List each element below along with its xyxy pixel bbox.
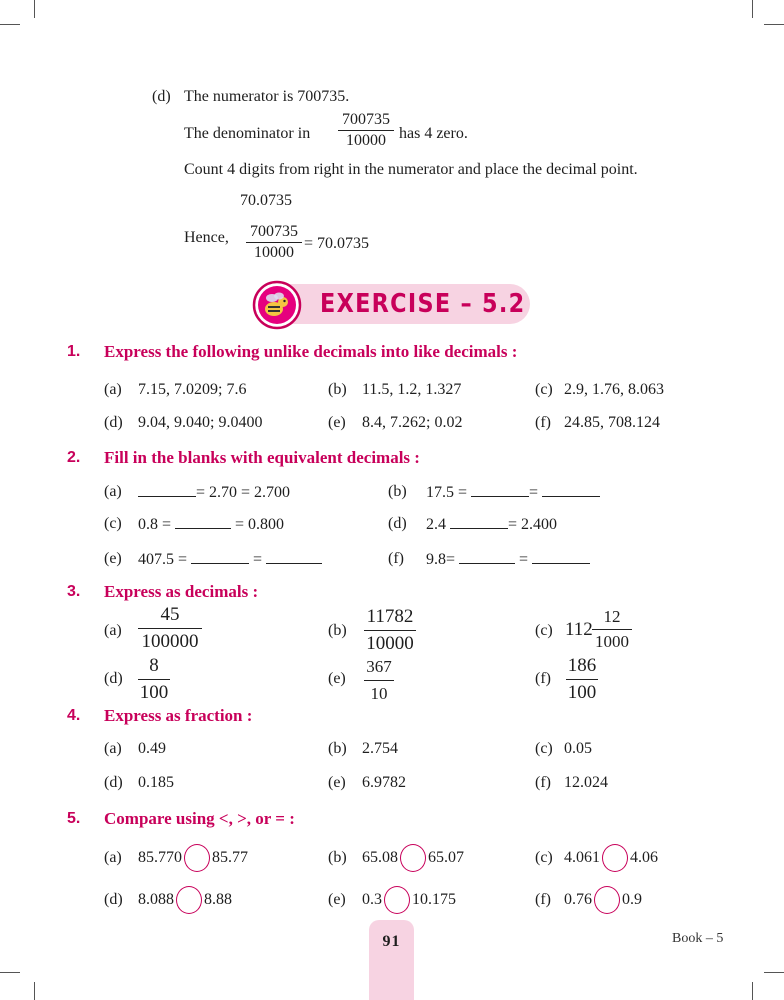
answer-blank[interactable] <box>266 549 322 564</box>
item-text: 2.9, 1.76, 8.063 <box>564 381 664 398</box>
item-text: 6.9782 <box>362 774 406 791</box>
fraction-e <box>364 657 394 704</box>
item-label: (a) <box>104 740 122 757</box>
item-label: (f) <box>388 550 404 567</box>
compare-circle[interactable] <box>384 886 410 914</box>
item-text: = 2.400 <box>508 516 558 533</box>
item-text: 9.8= <box>426 551 456 568</box>
denominator-prefix: The denominator in <box>184 125 311 142</box>
fraction-numerator: 11782 <box>366 606 414 627</box>
solution-label: (d) <box>152 88 171 105</box>
fill-item-c <box>138 514 284 535</box>
item-label: (c) <box>535 381 553 398</box>
item-text: 9.04, 9.040; 9.0400 <box>138 414 263 431</box>
crop-mark <box>764 24 784 25</box>
crop-mark <box>752 982 753 1000</box>
item-label: (f) <box>535 774 551 791</box>
fill-item-e <box>138 549 322 570</box>
answer-blank[interactable] <box>471 482 529 497</box>
item-label: (d) <box>104 891 123 908</box>
fill-item-d <box>426 514 557 535</box>
item-label: (c) <box>535 740 553 757</box>
mixed-whole: 112 <box>565 619 593 640</box>
hence-fraction <box>246 222 302 263</box>
item-text: 0.05 <box>564 740 592 757</box>
item-label: (a) <box>104 483 122 500</box>
fraction-numerator: 45 <box>160 604 180 625</box>
item-text: 65.08 <box>362 849 398 866</box>
fraction-d <box>138 655 170 704</box>
item-text: 0.3 <box>362 891 382 908</box>
count-line: Count 4 digits from right in the numerator and place the decimal point. <box>184 161 638 178</box>
question-number: 5. <box>67 810 81 827</box>
crop-mark <box>34 982 35 1000</box>
crop-mark <box>0 972 20 973</box>
item-text: 0.8 = <box>138 516 172 533</box>
item-text: 0.9 <box>622 891 642 908</box>
answer-blank[interactable] <box>191 549 249 564</box>
page-number-tab <box>369 920 414 1000</box>
question-title: Express as fraction : <box>104 706 253 725</box>
item-label: (c) <box>104 515 122 532</box>
item-text: = 2.70 = 2.700 <box>196 484 291 501</box>
question-number: 2. <box>67 449 81 466</box>
hence-result: = 70.0735 <box>304 235 370 252</box>
compare-circle[interactable] <box>400 844 426 872</box>
item-text: = 0.800 <box>235 516 285 533</box>
answer-blank[interactable] <box>138 482 196 497</box>
compare-item-a <box>138 843 248 873</box>
item-text: 2.4 <box>426 516 446 533</box>
compare-circle[interactable] <box>602 844 628 872</box>
answer-blank[interactable] <box>450 514 508 529</box>
compare-item-b <box>362 843 464 873</box>
item-text: 65.07 <box>428 849 464 866</box>
item-text: 17.5 = <box>426 484 468 501</box>
item-text: 24.85, 708.124 <box>564 414 660 431</box>
fraction-denominator: 100 <box>567 682 597 703</box>
question-title: Express as decimals : <box>104 582 259 601</box>
fraction-bar <box>592 629 632 630</box>
result-value: 70.0735 <box>240 192 292 209</box>
fraction-numerator: 8 <box>149 655 159 676</box>
fraction-numerator: 367 <box>366 657 392 676</box>
page-number: 91 <box>382 933 401 950</box>
item-text: 0.49 <box>138 740 166 757</box>
item-label: (b) <box>388 483 407 500</box>
compare-item-e <box>362 885 456 915</box>
fraction-denominator: 10000 <box>254 244 294 261</box>
hence-label: Hence, <box>184 229 229 246</box>
compare-item-d <box>138 885 232 915</box>
answer-blank[interactable] <box>459 549 515 564</box>
fraction-f <box>566 655 598 704</box>
item-label: (d) <box>104 414 123 431</box>
fraction-numerator: 12 <box>603 607 621 626</box>
compare-item-f <box>564 885 642 915</box>
fraction-bar <box>364 680 394 681</box>
denominator-fraction <box>338 110 394 151</box>
item-label: (d) <box>388 515 407 532</box>
question-number: 3. <box>67 583 81 600</box>
item-text: 0.76 <box>564 891 592 908</box>
fraction-c <box>592 607 632 652</box>
item-label: (f) <box>535 891 551 908</box>
item-label: (e) <box>328 891 346 908</box>
compare-circle[interactable] <box>594 886 620 914</box>
fraction-bar <box>364 630 416 631</box>
item-text: = <box>253 551 263 568</box>
fill-item-f <box>426 549 590 570</box>
item-text: = <box>529 484 539 501</box>
item-label: (b) <box>328 740 347 757</box>
answer-blank[interactable] <box>175 514 231 529</box>
item-label: (b) <box>328 849 347 866</box>
item-text: 12.024 <box>564 774 608 791</box>
item-label: (a) <box>104 622 122 639</box>
fraction-denominator: 100 <box>139 682 169 703</box>
item-label: (e) <box>104 550 122 567</box>
fraction-bar <box>138 628 202 629</box>
item-label: (e) <box>328 670 346 687</box>
crop-mark <box>34 0 35 18</box>
question-title: Express the following unlike decimals into like decimals : <box>104 342 518 361</box>
item-text: 85.770 <box>138 849 182 866</box>
item-text: 11.5, 1.2, 1.327 <box>362 381 462 398</box>
item-text: 85.77 <box>212 849 248 866</box>
fraction-denominator: 100000 <box>141 631 199 652</box>
item-text: 8.4, 7.262; 0.02 <box>362 414 463 431</box>
item-label: (a) <box>104 849 122 866</box>
fraction-numerator: 186 <box>567 655 597 676</box>
item-label: (b) <box>328 381 347 398</box>
item-text: 0.185 <box>138 774 174 791</box>
fraction-denominator: 10000 <box>366 633 414 654</box>
item-label: (f) <box>535 414 551 431</box>
book-label: Book – 5 <box>672 931 724 946</box>
fraction-a <box>138 604 202 653</box>
solution-line1: The numerator is 700735. <box>184 88 350 105</box>
fraction-denominator: 1000 <box>595 632 629 651</box>
question-number: 1. <box>67 343 81 360</box>
item-text: 8.88 <box>204 891 232 908</box>
item-label: (d) <box>104 670 123 687</box>
crop-mark <box>752 0 753 18</box>
item-label: (c) <box>535 622 553 639</box>
fraction-numerator: 700735 <box>342 111 390 128</box>
item-label: (d) <box>104 774 123 791</box>
fill-item-b <box>426 482 600 503</box>
bee-emblem-icon <box>252 280 302 330</box>
item-text: 8.088 <box>138 891 174 908</box>
item-label: (e) <box>328 774 346 791</box>
compare-circle[interactable] <box>184 844 210 872</box>
fraction-bar <box>138 679 170 680</box>
item-text: 2.754 <box>362 740 398 757</box>
item-label: (f) <box>535 670 551 687</box>
exercise-title: EXERCISE – 5.2 <box>320 289 526 319</box>
fraction-b <box>364 606 416 655</box>
fraction-bar <box>566 679 598 680</box>
compare-circle[interactable] <box>176 886 202 914</box>
item-text: 10.175 <box>412 891 456 908</box>
compare-item-c <box>564 843 658 873</box>
crop-mark <box>764 972 784 973</box>
item-text: 7.15, 7.0209; 7.6 <box>138 381 247 398</box>
answer-blank[interactable] <box>532 549 590 564</box>
question-number: 4. <box>67 707 81 724</box>
question-title: Fill in the blanks with equivalent decimals : <box>104 448 420 467</box>
item-text: 407.5 = <box>138 551 188 568</box>
fraction-denominator: 10 <box>370 684 388 703</box>
fill-item-a <box>138 482 290 503</box>
fraction-numerator: 700735 <box>250 223 298 240</box>
item-text: 4.06 <box>630 849 658 866</box>
denominator-suffix: has 4 zero. <box>399 125 468 142</box>
item-label: (b) <box>328 622 347 639</box>
question-title: Compare using <, >, or = : <box>104 809 295 828</box>
crop-mark <box>0 24 20 25</box>
fraction-denominator: 10000 <box>346 132 386 149</box>
item-text: 4.061 <box>564 849 600 866</box>
item-label: (a) <box>104 381 122 398</box>
item-text: = <box>519 551 529 568</box>
answer-blank[interactable] <box>542 482 600 497</box>
item-label: (c) <box>535 849 553 866</box>
item-label: (e) <box>328 414 346 431</box>
